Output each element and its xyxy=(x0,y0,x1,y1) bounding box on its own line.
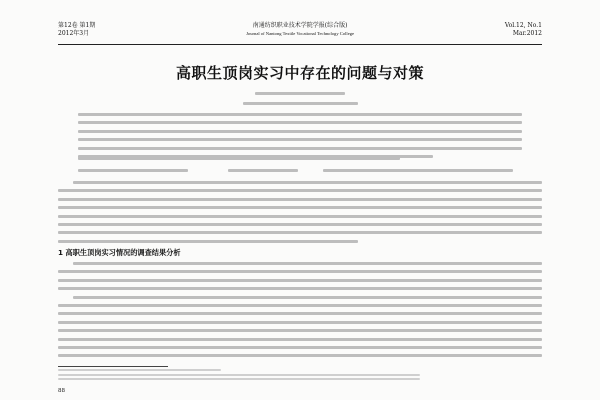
intro-paragraph xyxy=(58,181,542,243)
intro-placeholder-line xyxy=(58,223,542,226)
header-journal-name: 南通纺织职业技术学院学报(综合版) Journal of Nantong Textile Vocational Technology College xyxy=(246,22,355,36)
footnote-placeholder-line xyxy=(58,378,420,380)
authors xyxy=(0,88,600,98)
keywords-line xyxy=(78,157,400,160)
intro-placeholder-line xyxy=(58,189,542,192)
footnote-placeholder-line xyxy=(58,374,420,376)
body-placeholder-line xyxy=(58,279,542,282)
footnote-divider xyxy=(58,366,168,367)
section-heading: 1 高职生顶岗实习情况的调查结果分析 xyxy=(58,248,181,257)
section-1-body xyxy=(58,262,542,357)
header-volume-date-en: Vol.12, No.1 Mar.2012 xyxy=(504,22,542,37)
article-title: 高职生顶岗实习中存在的问题与对策 xyxy=(175,64,424,82)
clc-number-placeholder xyxy=(78,169,188,172)
body-placeholder-line xyxy=(58,304,542,307)
classification-row xyxy=(78,166,522,174)
abstract-placeholder-line xyxy=(78,147,522,150)
intro-placeholder-line xyxy=(58,240,358,243)
body-placeholder-line xyxy=(73,262,542,265)
intro-placeholder-line xyxy=(73,181,542,184)
abstract-placeholder-line xyxy=(78,113,522,116)
abstract-placeholder-line xyxy=(78,130,522,133)
abstract-placeholder-line xyxy=(78,121,522,124)
body-placeholder-line xyxy=(58,312,542,315)
keywords-placeholder-line xyxy=(78,157,400,160)
affiliation xyxy=(0,99,600,108)
intro-placeholder-line xyxy=(58,215,542,218)
running-header xyxy=(58,22,542,45)
intro-placeholder-line xyxy=(58,198,542,201)
body-placeholder-line xyxy=(58,329,542,332)
footnotes xyxy=(58,369,420,380)
body-placeholder-line xyxy=(58,346,542,349)
body-placeholder-line xyxy=(58,270,542,273)
intro-placeholder-line xyxy=(58,206,542,209)
body-placeholder-line xyxy=(58,321,542,324)
header-volume-issue: 第12卷 第1期 2012年3月 xyxy=(58,22,96,37)
body-placeholder-line xyxy=(73,296,542,299)
article-id-placeholder xyxy=(323,169,513,172)
affiliation-placeholder-line xyxy=(243,102,358,105)
body-placeholder-line xyxy=(58,338,542,341)
abstract-placeholder-line xyxy=(78,138,522,141)
abstract-block xyxy=(78,113,522,158)
page-number: 88 xyxy=(58,388,65,394)
intro-placeholder-line xyxy=(58,231,542,234)
document-code-placeholder xyxy=(228,169,298,172)
footnote-placeholder-line xyxy=(58,369,221,371)
body-placeholder-line xyxy=(58,354,542,357)
body-placeholder-line xyxy=(58,287,542,290)
authors-placeholder-line xyxy=(255,92,345,95)
